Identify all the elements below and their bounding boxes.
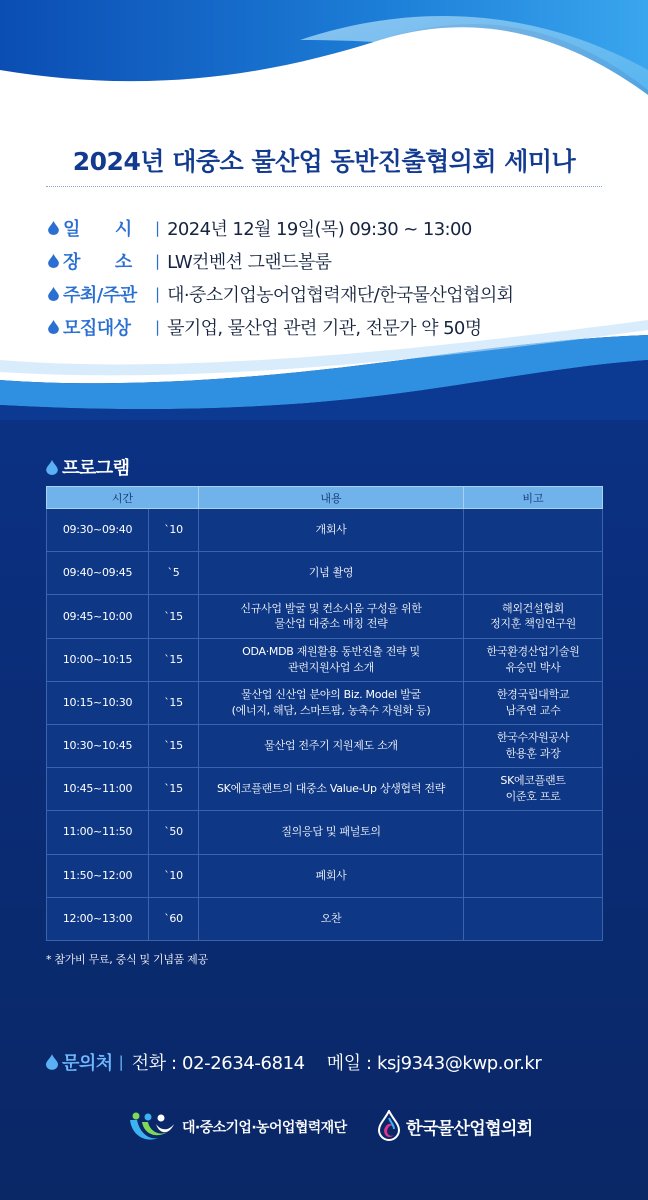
row-duration: `15 [149, 768, 199, 811]
event-info [48, 211, 608, 343]
row-content [199, 509, 464, 552]
info-separator: | [155, 284, 161, 303]
row-time: 10:15~10:30 [47, 681, 149, 724]
contact-separator: | [118, 1053, 124, 1071]
row-content [199, 638, 464, 681]
row-content-line: (에너지, 해담, 스마트팜, 농축수 자원화 등) [231, 703, 431, 717]
table-row [47, 854, 603, 897]
row-note-line: 정지훈 책임연구원 [490, 617, 576, 631]
row-note-line: 한국수자원공사 [496, 731, 570, 745]
water-drop-icon [48, 221, 59, 235]
row-duration: `15 [149, 638, 199, 681]
water-council-logo [378, 1110, 533, 1142]
water-council-logo-text: 한국물산업협의회 [406, 1118, 533, 1139]
table-row [47, 724, 603, 767]
row-note-line: 유승민 박사 [505, 660, 561, 674]
row-content-line: 물산업 전주기 지원제도 소개 [264, 739, 398, 753]
row-content [199, 681, 464, 724]
info-separator: | [155, 218, 161, 237]
water-drop-icon [46, 1054, 58, 1070]
info-row-host [48, 277, 608, 310]
row-content [199, 552, 464, 595]
row-duration: `10 [149, 854, 199, 897]
row-duration: `10 [149, 509, 199, 552]
row-content [199, 811, 464, 854]
info-row-target [48, 310, 608, 343]
info-value-target: 물기업, 물산업 관련 기관, 전문가 약 50명 [167, 317, 482, 339]
row-note [464, 897, 603, 940]
table-row [47, 595, 603, 638]
contact-label: 문의처 [62, 1053, 113, 1074]
row-content [199, 724, 464, 767]
row-content-line: 개회사 [315, 523, 347, 537]
contact-info [46, 1049, 541, 1075]
info-label-target: 모집대상 [63, 317, 131, 339]
program-rows [47, 509, 603, 941]
row-note-line: SK에코플랜트 [500, 774, 566, 788]
organizer-logos [0, 1110, 648, 1154]
row-time: 09:45~10:00 [47, 595, 149, 638]
program-table [46, 486, 603, 941]
row-content-line: 질의응답 및 패널토의 [281, 825, 381, 839]
row-note-line: 남주연 교수 [505, 703, 561, 717]
row-duration: `50 [149, 811, 199, 854]
contact-email[interactable]: 메일 : ksj9343@kwp.or.kr [326, 1053, 542, 1074]
info-value-venue: LW컨벤션 그랜드볼룸 [167, 251, 332, 273]
row-note [464, 768, 603, 811]
title-divider [46, 186, 602, 187]
table-header-row [47, 487, 603, 509]
row-time: 11:50~12:00 [47, 854, 149, 897]
row-time: 10:00~10:15 [47, 638, 149, 681]
water-drop-icon [48, 320, 59, 334]
row-duration: `15 [149, 724, 199, 767]
water-drop-icon [48, 287, 59, 301]
row-content [199, 854, 464, 897]
info-separator: | [155, 251, 161, 270]
table-row [47, 509, 603, 552]
row-content [199, 897, 464, 940]
row-duration: `60 [149, 897, 199, 940]
table-row [47, 811, 603, 854]
table-row [47, 552, 603, 595]
row-content-line: 폐회사 [315, 868, 347, 882]
seminar-title: 2024년 대중소 물산업 동반진출협의회 세미나 [72, 147, 576, 176]
row-note [464, 724, 603, 767]
water-drop-icon [46, 460, 58, 475]
row-duration: `15 [149, 595, 199, 638]
water-drop-logo-icon [378, 1110, 400, 1142]
row-time: 09:30~09:40 [47, 509, 149, 552]
info-label-host: 주최/주관 [63, 284, 137, 306]
contact-phone[interactable]: 전화 : 02-2634-6814 [131, 1053, 305, 1074]
row-note [464, 552, 603, 595]
row-content-line: 물산업 대중소 매칭 전략 [274, 617, 388, 631]
row-note [464, 595, 603, 638]
row-content-line: ODA·MDB 재원활용 동반진출 전략 및 [242, 644, 420, 658]
program-title: 프로그램 [62, 458, 130, 479]
row-note [464, 854, 603, 897]
row-time: 11:00~11:50 [47, 811, 149, 854]
table-row [47, 897, 603, 940]
row-note [464, 811, 603, 854]
row-note [464, 681, 603, 724]
row-content [199, 768, 464, 811]
table-row [47, 681, 603, 724]
row-time: 12:00~13:00 [47, 897, 149, 940]
row-content-line: 물산업 신산업 분야의 Biz. Model 발굴 [241, 687, 421, 701]
header-content: 내용 [199, 487, 464, 509]
foundation-logo-text: 대·중소기업·농어업협력재단 [182, 1120, 347, 1136]
row-time: 10:30~10:45 [47, 724, 149, 767]
row-duration: `15 [149, 681, 199, 724]
table-row [47, 638, 603, 681]
row-note-line: 해외건설협회 [502, 601, 564, 615]
info-row-date [48, 211, 608, 244]
row-content-line: 기념 촬영 [308, 566, 354, 580]
header-time: 시간 [47, 487, 199, 509]
info-separator: | [155, 317, 161, 336]
row-content-line: 오찬 [320, 911, 342, 925]
row-content [199, 595, 464, 638]
foundation-logo-icon [128, 1110, 176, 1144]
info-row-venue [48, 244, 608, 277]
row-content-line: 관련지원사업 소개 [288, 660, 374, 674]
row-note-line: 한국환경산업기술원 [486, 644, 580, 658]
info-value-date: 2024년 12월 19일(목) 09:30 ~ 13:00 [167, 218, 472, 240]
info-value-host: 대·중소기업농어업협력재단/한국물산업협의회 [167, 284, 514, 306]
row-content-line: SK에코플랜트의 대중소 Value-Up 상생협력 전략 [216, 782, 446, 796]
table-row [47, 768, 603, 811]
foundation-logo [128, 1110, 347, 1144]
info-label-venue: 장 소 [63, 251, 132, 273]
row-note-line: 한경국립대학교 [496, 687, 570, 701]
row-note-line: 이준호 프로 [505, 790, 561, 804]
row-content-line: 신규사업 발굴 및 컨소시움 구성을 위한 [240, 601, 422, 615]
water-drop-icon [48, 254, 59, 268]
program-heading [46, 454, 130, 480]
row-duration: `5 [149, 552, 199, 595]
row-note-line: 한용훈 과장 [505, 747, 561, 761]
row-time: 09:40~09:45 [47, 552, 149, 595]
footnote: * 참가비 무료, 중식 및 기념품 제공 [46, 953, 208, 966]
row-note [464, 509, 603, 552]
header-note: 비고 [464, 487, 603, 509]
info-label-date: 일 시 [63, 218, 132, 240]
row-note [464, 638, 603, 681]
row-time: 10:45~11:00 [47, 768, 149, 811]
